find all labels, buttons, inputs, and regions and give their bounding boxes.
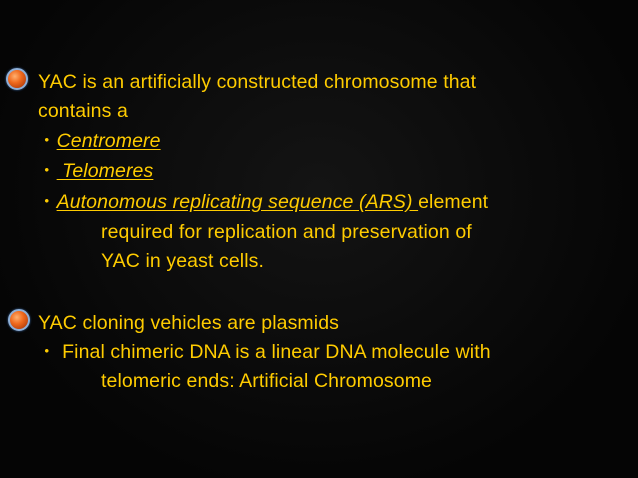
item-rest-text: Final chimeric DNA is a linear DNA molecule with (56, 341, 491, 363)
term-centromere: Centromere (56, 130, 161, 152)
sub-bullet: ・ (37, 160, 57, 182)
term-telomeres: Telomeres (56, 160, 154, 182)
term-ars: Autonomous replicating sequence (ARS) (56, 191, 419, 213)
section1-item-centromere (37, 129, 161, 153)
section1-continuation-line2: YAC in yeast cells. (101, 250, 265, 272)
section1-item-telomeres (37, 159, 153, 183)
section2-continuation-line1: telomeric ends: Artificial Chromosome (101, 370, 432, 392)
sub-bullet: ・ (37, 191, 57, 213)
section1-continuation-line1: required for replication and preservation of (101, 221, 472, 243)
section1-intro-line1: YAC is an artificially constructed chromosome that (38, 71, 477, 93)
item-rest-text: element (418, 191, 489, 213)
orange-orb-bullet-icon (6, 68, 28, 90)
section1-intro-line2: contains a (38, 100, 128, 122)
sub-bullet: ・ (37, 341, 57, 363)
section2-item-chimeric (37, 340, 491, 364)
section2-intro-line1: YAC cloning vehicles are plasmids (38, 312, 339, 334)
section1-item-ars (37, 190, 488, 214)
sub-bullet: ・ (37, 130, 57, 152)
orange-orb-bullet-icon (8, 309, 30, 331)
